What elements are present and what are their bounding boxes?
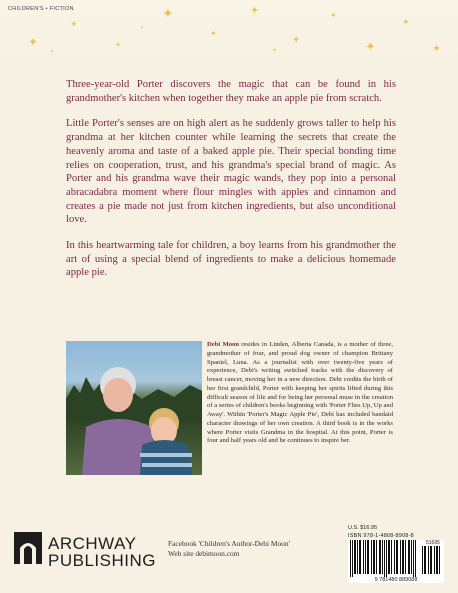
facebook-info: Facebook 'Children's Author-Debi Moon' [168,539,290,548]
blurb-paragraph: In this heartwarming tale for children, a boy learns from his grandmother the art of using a special blend of ingredients to make a delicious homemade apple pie. [66,240,396,279]
publisher-logo [14,532,154,572]
sparkle-header [0,0,458,62]
barcode-bars [348,540,444,580]
barcode-digits: 9 781480 889088 [348,577,444,583]
sparkle-icon: ✦ [28,35,39,49]
blurb-paragraph: Little Porter's senses are on high alert as he suddenly grows taller to help his grandma at her kitchen counter while learning the secrets that create the heavenly aroma and taste of a baked apple pie. Their special bonding time relies on cooperation, trust, and his grandma's special brand of magic. As Porter and his grandma wave their magic wands, they pop into a personal abracadabra moment where flour mingles with apples and cinnamon and creates a pie made not just from kitchen ingredients, but also unconditional love. [66,118,396,226]
sparkle-icon: ✦ [272,48,278,54]
sparkle-icon: ✦ [115,41,121,49]
author-bio [207,341,393,446]
sparkle-icon: ✦ [365,39,376,54]
author-bio-text: resides in Linden, Alberta Canada, is a mother of three, grandmother of four, and proud dog owner of champion Brittany Spaniel, Luna. As a journalist with over twenty-five years of experience, Debi's writing switched tracks with the discovery of breast cancer, moving her in a new direction. Debi credits the birth of her first grandchild, Porter with keeping her spirits lifted during this difficult season of life and for being her personal muse in the creation of a series of children's books beginning with 'Porter Flies Up, Up and Away'. Within 'Porter's Magic Apple Pie', Debi has included bandaid character drawings of her own creation. A third book is in the works where Porter visits Grandma in the hospital. At this point, Porter is four and half years old and he continues to inspire her. [207,341,393,445]
barcode-block [348,525,444,585]
sparkle-icon: ✦ [432,43,442,55]
author-name: Debi Moon [207,341,239,348]
sparkle-icon: ✦ [402,17,410,27]
blurb-paragraph: Three-year-old Porter discovers the magic that can be found in his grandmother's kitchen when together they make an apple pie from scratch. [66,79,396,104]
publisher-name-line2: PUBLISHING [48,551,156,570]
sparkle-icon: ✦ [140,26,145,31]
archway-arch-icon [14,532,42,564]
sparkle-icon: ✦ [50,50,55,55]
sparkle-icon: ✦ [292,35,301,46]
barcode-addon: 51695 [426,540,440,546]
price-label: U.S. $16.95 [348,525,378,531]
category-label: CHILDREN'S • FICTION [8,6,74,12]
sparkle-icon: ✦ [250,5,260,17]
author-contact [168,539,318,559]
website-info: Web site debimoon.com [168,549,240,558]
sparkle-icon: ✦ [70,19,78,29]
sparkle-icon: ✦ [330,11,337,20]
sparkle-icon: ✦ [210,29,217,38]
back-cover-blurb [66,78,396,292]
author-photo [66,341,202,475]
isbn-label: ISBN 978-1-4808-8908-8 [348,533,414,539]
sparkle-icon: ✦ [162,7,174,22]
publisher-name-line1: ARCHWAY [48,534,137,553]
